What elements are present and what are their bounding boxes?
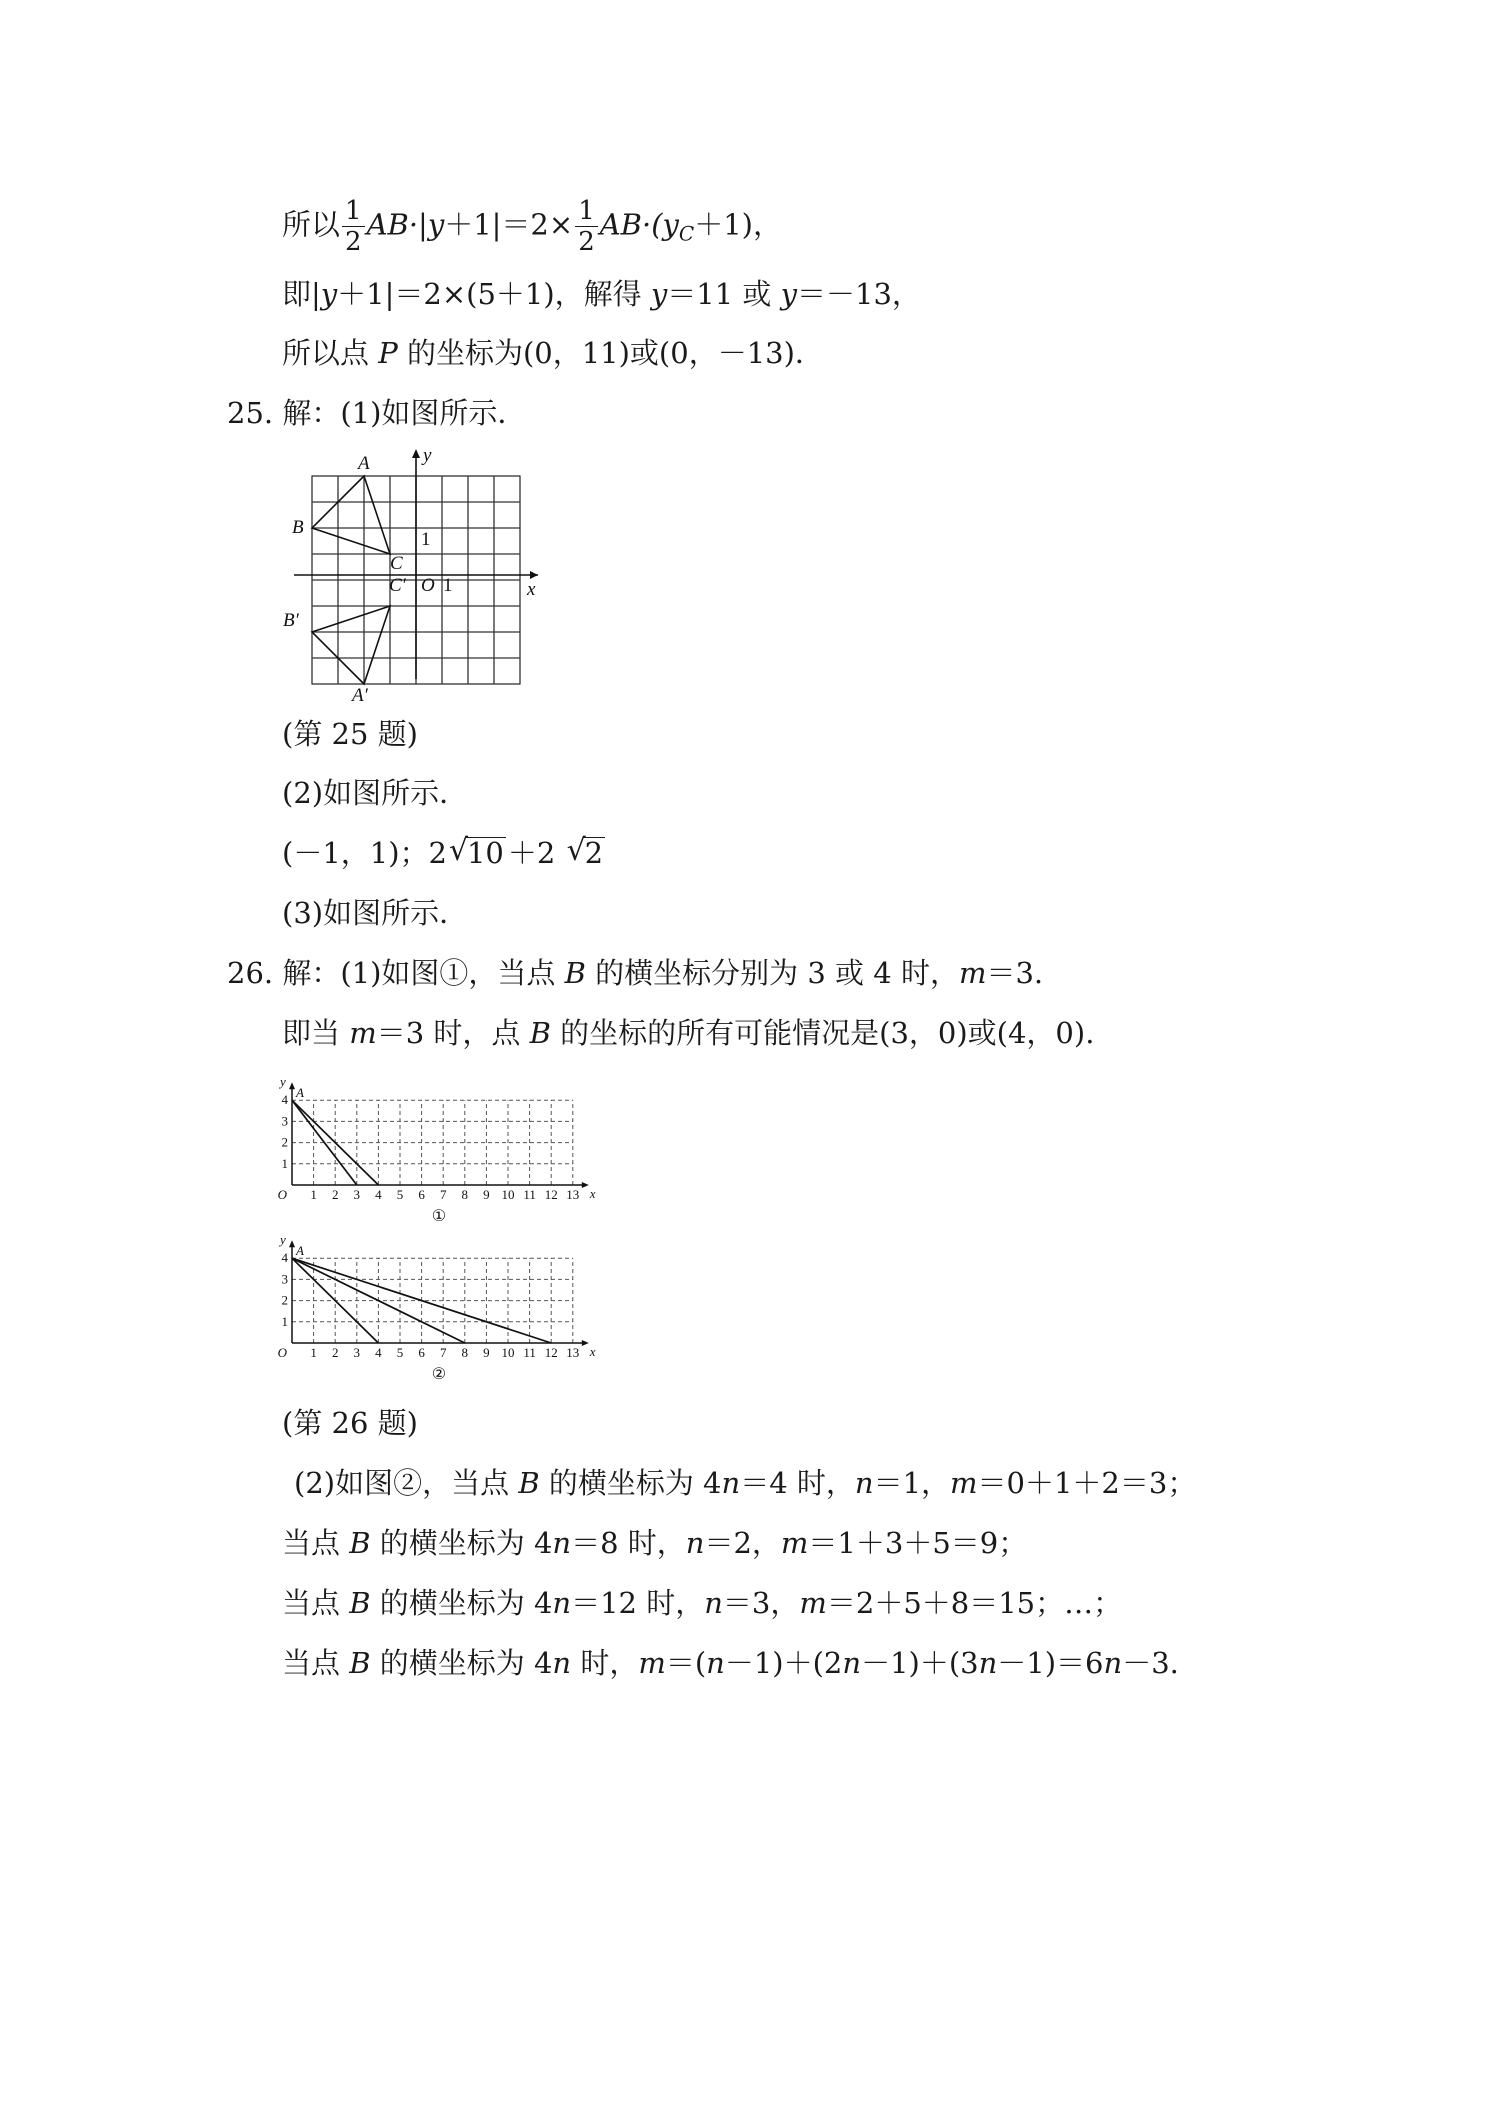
text: 的横坐标为 4	[370, 1526, 553, 1560]
text: ＝11 或	[667, 277, 781, 311]
text: 当点	[282, 1586, 350, 1620]
var: n	[978, 1646, 998, 1680]
text: 所以点	[282, 336, 379, 370]
y-tick-label: 4	[281, 1092, 288, 1108]
line-solve	[282, 274, 921, 314]
x-axis-arrow	[582, 1182, 589, 1188]
text: ＝(	[665, 1646, 707, 1680]
y-tick-label: 4	[281, 1250, 288, 1266]
x-tick-label: 9	[483, 1187, 490, 1202]
var: m	[799, 1586, 827, 1620]
var: n	[704, 1586, 723, 1620]
var: y	[320, 277, 338, 311]
point-a-label: A	[296, 1085, 304, 1101]
var: m	[780, 1526, 809, 1560]
numerator: 1	[575, 198, 598, 227]
var: n	[552, 1586, 572, 1620]
label-origin: O	[421, 575, 435, 596]
x-tick-label: 10	[501, 1345, 515, 1360]
panel-label-2: ②	[431, 1366, 447, 1383]
y-tick-label: 2	[281, 1292, 288, 1308]
text: ＝－13，	[797, 277, 921, 311]
denominator: 2	[578, 227, 595, 257]
text: ＝2＋5＋8＝15；…；	[826, 1586, 1123, 1620]
caption-26	[282, 1403, 418, 1443]
text: ＝3，	[722, 1586, 800, 1620]
figure-26	[268, 1060, 608, 1400]
x-tick-label: 1	[310, 1187, 317, 1202]
line-26-part2-case2	[282, 1523, 1027, 1563]
label-a: A	[358, 453, 370, 474]
text: (3)如图所示．	[282, 896, 469, 930]
caption-25	[282, 714, 418, 754]
var: n	[1103, 1646, 1123, 1680]
line-point-p	[282, 333, 824, 373]
x-tick-label: 7	[439, 1187, 447, 1202]
label-b: B	[292, 517, 304, 538]
triangle-abc-prime	[312, 606, 390, 684]
label-c: C	[390, 553, 403, 574]
x-tick-label: 13	[566, 1187, 580, 1202]
line-25-answer	[282, 833, 607, 873]
var: B	[529, 1016, 551, 1050]
var: m	[958, 956, 987, 990]
x-tick-label: 6	[418, 1345, 425, 1360]
label-y: y	[423, 445, 432, 466]
line-26-part2-case1	[294, 1463, 1196, 1503]
var: y	[650, 277, 668, 311]
text: ＝2，	[704, 1526, 781, 1560]
var: B	[349, 1526, 371, 1560]
line-25-part3	[282, 893, 468, 933]
text: 的横坐标为 4	[370, 1586, 553, 1620]
x-tick-label: 10	[501, 1187, 515, 1202]
text: 所以	[282, 207, 341, 242]
text: ＝3.	[986, 956, 1044, 990]
text: 即|	[282, 277, 321, 311]
var: m	[950, 1466, 978, 1500]
label-x: x	[527, 579, 536, 600]
x-tick-label: 11	[523, 1187, 536, 1202]
text: 时，	[571, 1646, 639, 1680]
var: n	[685, 1526, 705, 1560]
x-axis-arrow	[530, 571, 538, 579]
text: ＋1|＝2×	[444, 207, 574, 242]
y-tick-label: 1	[281, 1313, 288, 1329]
var: n	[552, 1646, 572, 1680]
sqrt-10: √ 10	[448, 833, 504, 870]
var: y	[662, 207, 679, 242]
y-axis-arrow	[412, 449, 420, 458]
x-tick-label: 11	[523, 1345, 536, 1360]
label-one-y: 1	[421, 529, 431, 550]
y-tick-label: 3	[281, 1271, 288, 1287]
text: ＝4 时，	[740, 1466, 855, 1500]
text: －3.	[1122, 1646, 1179, 1680]
text: 的横坐标分别为 3 或 4 时，	[585, 956, 959, 990]
x-tick-label: 12	[544, 1187, 558, 1202]
var: y	[780, 277, 798, 311]
text: 26. 解：(1)如图①，当点	[227, 956, 565, 990]
figure-25	[280, 443, 560, 706]
text: 的坐标为(0，11)或(0，－13)．	[397, 336, 824, 370]
x-tick-label: 2	[331, 1345, 339, 1360]
fraction	[575, 198, 598, 255]
label-b-prime: B′	[283, 610, 299, 631]
y-tick-label: 1	[281, 1155, 288, 1171]
var: P	[378, 336, 398, 370]
text: ＝0＋1＋2＝3；	[977, 1466, 1197, 1500]
text: ＋2	[507, 836, 565, 870]
y-axis-label: y	[280, 1232, 286, 1248]
var: n	[706, 1646, 725, 1680]
var: B	[564, 956, 586, 990]
y-axis-arrow	[289, 1240, 295, 1247]
x-axis-label: x	[589, 1186, 596, 1201]
text: ＝8 时，	[571, 1526, 686, 1560]
label-one-x: 1	[443, 575, 453, 596]
point-a-label: A	[296, 1243, 304, 1259]
x-tick-label: 3	[353, 1345, 361, 1360]
denominator: 2	[345, 227, 362, 257]
x-tick-label: 13	[566, 1345, 580, 1360]
x-tick-label: 5	[396, 1345, 404, 1360]
var: m	[349, 1016, 377, 1050]
x-tick-label: 7	[439, 1345, 447, 1360]
text: 的坐标的所有可能情况是(3，0)或(4，0).	[550, 1016, 1095, 1050]
var: y	[427, 207, 445, 242]
text: ＝12 时，	[571, 1586, 705, 1620]
text: (第 25 题)	[282, 717, 418, 751]
text: AB·|	[366, 207, 428, 242]
numerator: 1	[342, 198, 365, 227]
line-26-general	[282, 1643, 1179, 1683]
x-tick-label: 5	[396, 1187, 404, 1202]
var: n	[842, 1646, 862, 1680]
question-26-heading	[227, 953, 1043, 993]
text: 当点	[282, 1526, 350, 1560]
text: (－1，1)；2	[282, 836, 447, 870]
text: －1)＝6	[997, 1646, 1104, 1680]
panel-label-1: ①	[431, 1208, 447, 1225]
text: ＋1|＝2×(5＋1)，解得	[337, 277, 651, 311]
y-tick-label: 3	[281, 1113, 288, 1129]
axes	[294, 453, 538, 679]
y-axis-label: y	[280, 1074, 286, 1090]
x-tick-label: 6	[418, 1187, 425, 1202]
subscript: C	[678, 221, 695, 246]
x-tick-label: 4	[375, 1345, 382, 1360]
text: ＝3 时，点	[376, 1016, 530, 1050]
origin-label: O	[277, 1345, 287, 1360]
x-tick-label: 1	[310, 1345, 317, 1360]
var: B	[518, 1466, 540, 1500]
triangle-abc	[312, 476, 390, 554]
line-26-conclusion	[282, 1013, 1094, 1053]
line-25-part2	[282, 773, 468, 813]
x-tick-label: 8	[461, 1345, 469, 1360]
var: n	[854, 1466, 874, 1500]
text: 的横坐标为 4	[539, 1466, 722, 1500]
fraction	[342, 198, 365, 255]
var: n	[552, 1526, 572, 1560]
line-area-equation	[282, 198, 782, 255]
var: n	[721, 1466, 741, 1500]
question-25-heading	[227, 393, 526, 433]
x-tick-label: 3	[353, 1187, 361, 1202]
text: (2)如图②，当点	[294, 1466, 519, 1500]
x-tick-label: 4	[375, 1187, 382, 1202]
y-tick-label: 2	[281, 1134, 288, 1150]
x-axis-arrow	[582, 1340, 589, 1346]
text: ＝1，	[873, 1466, 951, 1500]
text: AB·(	[599, 207, 663, 242]
text: －1)＋(3	[861, 1646, 979, 1680]
text: (2)如图所示．	[282, 776, 469, 810]
x-axis-label: x	[589, 1344, 596, 1359]
text: 即当	[282, 1016, 350, 1050]
radicand: 2	[584, 836, 604, 870]
text: ＝1＋3＋5＝9；	[808, 1526, 1028, 1560]
origin-label: O	[277, 1187, 287, 1202]
x-tick-label: 2	[331, 1187, 339, 1202]
var: m	[638, 1646, 666, 1680]
y-axis-arrow	[289, 1082, 295, 1089]
label-a-prime: A′	[352, 685, 368, 706]
label-c-prime: C′	[389, 575, 406, 596]
x-tick-label: 8	[461, 1187, 469, 1202]
text: 25. 解：(1)如图所示．	[227, 396, 527, 430]
radicand: 10	[466, 836, 504, 870]
text: －1)＋(2	[724, 1646, 843, 1680]
text: (第 26 题)	[282, 1406, 418, 1440]
var: B	[349, 1586, 371, 1620]
x-tick-label: 9	[483, 1345, 490, 1360]
text: 当点	[282, 1646, 350, 1680]
text: 的横坐标为 4	[370, 1646, 553, 1680]
text: ＋1)，	[694, 207, 782, 242]
var: B	[349, 1646, 371, 1680]
sqrt-2: √ 2	[566, 833, 604, 870]
x-tick-label: 12	[544, 1345, 558, 1360]
line-26-part2-case3	[282, 1583, 1122, 1623]
